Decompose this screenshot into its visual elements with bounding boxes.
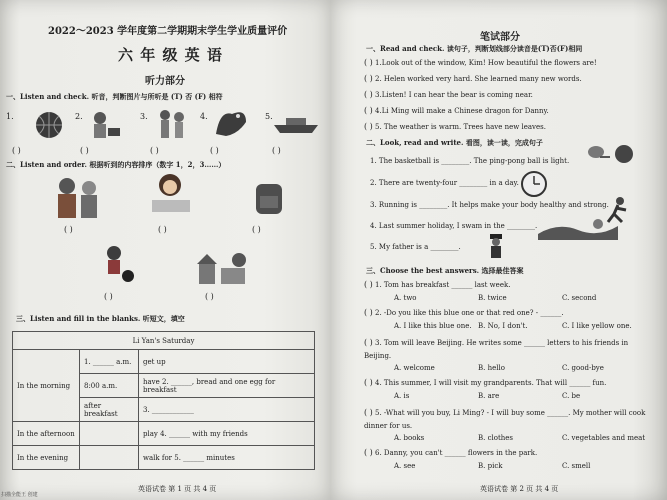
q1-answer-4[interactable]: ( ) bbox=[210, 146, 219, 155]
r-q3-stem-text-1: 1. Tom has breakfast ______ last week. bbox=[375, 281, 511, 289]
girl-drawing-picture bbox=[148, 172, 194, 216]
q1-answer-3[interactable]: ( ) bbox=[150, 146, 159, 155]
grandparents-picture bbox=[52, 176, 104, 220]
table-cell-activity[interactable]: 3. ____________ bbox=[139, 398, 315, 422]
table-cell-period: In the afternoon bbox=[13, 422, 80, 446]
r-q3-option[interactable]: B. twice bbox=[478, 294, 507, 302]
table-cell-activity[interactable]: play 4. ______ with my friends bbox=[139, 422, 315, 446]
schedule-table bbox=[12, 331, 315, 470]
q2-heading: 二、Listen and order. 根据听到的内容排序（数字 1，2，3……） bbox=[6, 160, 226, 169]
r-q3-option[interactable]: C. good-bye bbox=[562, 364, 604, 372]
r-q2-item-5: 5. My father is a ________. bbox=[370, 243, 461, 251]
q3-heading: 三、Listen and fill in the blanks. 听短文，填空 bbox=[16, 314, 185, 323]
table-cell-time: 8:00 a.m. bbox=[80, 374, 139, 398]
r-q3-stem-text-6: 6. Danny, you can't ______ flowers in the park. bbox=[375, 449, 538, 457]
r-q3-option[interactable]: A. see bbox=[394, 462, 416, 470]
r-q1-item-2: ( ) 2. Helen worked very hard. She learned many new words. bbox=[364, 74, 582, 83]
table-cell-time bbox=[80, 446, 139, 470]
r-q1-item-3: ( ) 3.Listen! I can hear the bear is coming near. bbox=[364, 90, 533, 99]
r-q3-stem-6: ( ) 6. Danny, you can't ______ flowers in the park. bbox=[364, 448, 538, 457]
r-q3-option[interactable]: B. No, I don't. bbox=[478, 322, 528, 330]
r-q1-text-4: 4.Li Ming will make a Chinese dragon for Danny. bbox=[375, 107, 549, 115]
r-q3-option[interactable]: A. two bbox=[394, 294, 417, 302]
table-cell-time bbox=[80, 422, 139, 446]
r-q3-stem-text-4: 4. This summer, I will visit my grandparents. That will ______ fun. bbox=[375, 379, 607, 387]
r-q3-option[interactable]: A. I like this blue one. bbox=[394, 322, 472, 330]
table-cell-time: after breakfast bbox=[80, 398, 139, 422]
clock-picture bbox=[520, 170, 548, 198]
page-footer-1: 英语试卷 第 1 页 共 4 页 bbox=[138, 485, 217, 493]
r-q3-heading: 三、Choose the best answers. 选择最佳答案 bbox=[366, 266, 524, 275]
q2-answer-4[interactable]: ( ) bbox=[104, 292, 113, 301]
table-cell-period: In the morning bbox=[13, 350, 80, 422]
r-q3-option[interactable]: B. clothes bbox=[478, 434, 514, 442]
written-section-title: 笔试部分 bbox=[480, 32, 520, 43]
r-q3-option[interactable]: B. pick bbox=[478, 462, 503, 470]
r-q3-stem-2: ( ) 2. -Do you like this blue one or that red one? - ______. bbox=[364, 308, 564, 317]
r-q3-stem-1: ( ) 1. Tom has breakfast ______ last week. bbox=[364, 280, 511, 289]
r-q1-text-1: 1.Look out of the window, Kim! How beautiful the flowers are! bbox=[375, 59, 597, 67]
r-q3-option[interactable]: A. books bbox=[394, 434, 425, 442]
q1-num-5: 5. bbox=[265, 112, 273, 121]
r-q3-option[interactable]: B. are bbox=[478, 392, 500, 400]
r-q3-stem-3: ( ) 3. Tom will leave Beijing. He writes some ______ letters to his friends in Beijing. bbox=[364, 338, 629, 360]
r-q3-stem-text-2: 2. -Do you like this blue one or that red one? - ______. bbox=[375, 309, 564, 317]
q1-answer-2[interactable]: ( ) bbox=[80, 146, 89, 155]
r-q2-item-2: 2. There are twenty-four ________ in a day. bbox=[370, 179, 519, 187]
r-q3-option[interactable]: A. is bbox=[394, 392, 410, 400]
q1-num-4: 4. bbox=[200, 112, 208, 121]
table-cell-activity: get up bbox=[139, 350, 315, 374]
q1-heading: 一、Listen and check. 听音，判断图片与所听是 (T) 否 (F) 相符 bbox=[6, 92, 223, 101]
q2-answer-2[interactable]: ( ) bbox=[158, 225, 167, 234]
boat-picture bbox=[272, 115, 320, 135]
r-q1-text-2: 2. Helen worked very hard. She learned many new words. bbox=[375, 75, 582, 83]
girl-cooking-picture bbox=[88, 110, 122, 144]
r-q2-heading: 二、Look, read and write. 看图，读一读，完成句子 bbox=[366, 138, 543, 147]
r-q3-stem-text-3: 3. Tom will leave Beijing. He writes some ______ letters to his friends in Beijing. bbox=[364, 339, 629, 360]
r-q1-heading: 一、Read and check. 读句子，判断划线部分读音是(T)否(F)相同 bbox=[366, 44, 583, 53]
q1-num-3: 3. bbox=[140, 112, 148, 121]
q1-answer-5[interactable]: ( ) bbox=[272, 146, 281, 155]
q1-num-2: 2. bbox=[75, 112, 83, 121]
r-q2-item-3: 3. Running is ________. It helps make your body healthy and strong. bbox=[370, 201, 609, 209]
table-cell-activity[interactable]: walk for 5. ______ minutes bbox=[139, 446, 315, 470]
r-q3-option[interactable]: C. vegetables and meat bbox=[562, 434, 646, 442]
left-page bbox=[0, 0, 330, 500]
page-footer-2: 英语试卷 第 2 页 共 4 页 bbox=[480, 485, 559, 493]
police-officer-picture bbox=[486, 232, 506, 260]
r-q1-item-1: ( ) 1.Look out of the window, Kim! How beautiful the flowers are! bbox=[364, 58, 597, 67]
r-q3-stem-text-5: 5. -What will you buy, Li Ming? - I will buy some ______. My mother will cook dinner for us. bbox=[364, 409, 646, 430]
r-q3-stem-4: ( ) 4. This summer, I will visit my grandparents. That will ______ fun. bbox=[364, 378, 607, 387]
page-title: 六 年 级 英 语 bbox=[118, 46, 223, 64]
ball-and-racket-picture bbox=[576, 142, 636, 166]
q2-answer-3[interactable]: ( ) bbox=[252, 225, 261, 234]
q1-num-1: 1. bbox=[6, 112, 14, 121]
r-q1-text-5: 5. The weather is warm. Trees have new leaves. bbox=[375, 123, 546, 131]
r-q1-item-5: ( ) 5. The weather is warm. Trees have new leaves. bbox=[364, 122, 546, 131]
village-picture bbox=[195, 250, 251, 288]
r-q3-option[interactable]: C. smell bbox=[562, 462, 591, 470]
q2-answer-1[interactable]: ( ) bbox=[64, 225, 73, 234]
basketball-picture bbox=[34, 110, 64, 140]
table-cell-time[interactable]: 1. ______ a.m. bbox=[80, 350, 139, 374]
r-q3-stem-5: ( ) 5. -What will you buy, Li Ming? - I will buy some ______. My mother will cook dinner for us. bbox=[364, 408, 646, 430]
r-q2-item-4: 4. Last summer holiday, I swam in the ________. bbox=[370, 222, 538, 230]
r-q2-item-1: 1. The basketball is ________. The ping-pong ball is light. bbox=[370, 157, 570, 165]
r-q3-option[interactable]: A. welcome bbox=[394, 364, 435, 372]
table-title: Li Yan's Saturday bbox=[13, 332, 315, 350]
lake-picture bbox=[538, 216, 618, 240]
table-cell-period: In the evening bbox=[13, 446, 80, 470]
people-picture bbox=[155, 108, 189, 142]
r-q1-item-4: ( ) 4.Li Ming will make a Chinese dragon for Danny. bbox=[364, 106, 549, 115]
q2-answer-5[interactable]: ( ) bbox=[205, 292, 214, 301]
r-q3-option[interactable]: B. hello bbox=[478, 364, 505, 372]
edge-watermark: 扫描全能王 创建 bbox=[1, 492, 38, 498]
girl-football-picture bbox=[96, 244, 136, 284]
listening-section-title: 听力部分 bbox=[145, 76, 185, 87]
r-q3-option[interactable]: C. be bbox=[562, 392, 581, 400]
r-q3-option[interactable]: C. I like yellow one. bbox=[562, 322, 632, 330]
right-page bbox=[330, 0, 667, 500]
r-q3-option[interactable]: C. second bbox=[562, 294, 597, 302]
exam-header: 2022～2023 学年度第二学期期末学生学业质量评价 bbox=[48, 26, 288, 37]
q1-answer-1[interactable]: ( ) bbox=[12, 146, 21, 155]
dragon-picture bbox=[212, 104, 250, 140]
r-q1-text-3: 3.Listen! I can hear the bear is coming near. bbox=[375, 91, 533, 99]
backpack-picture bbox=[250, 178, 288, 216]
table-cell-activity[interactable]: have 2. ______, bread and one egg for breakfast bbox=[139, 374, 315, 398]
